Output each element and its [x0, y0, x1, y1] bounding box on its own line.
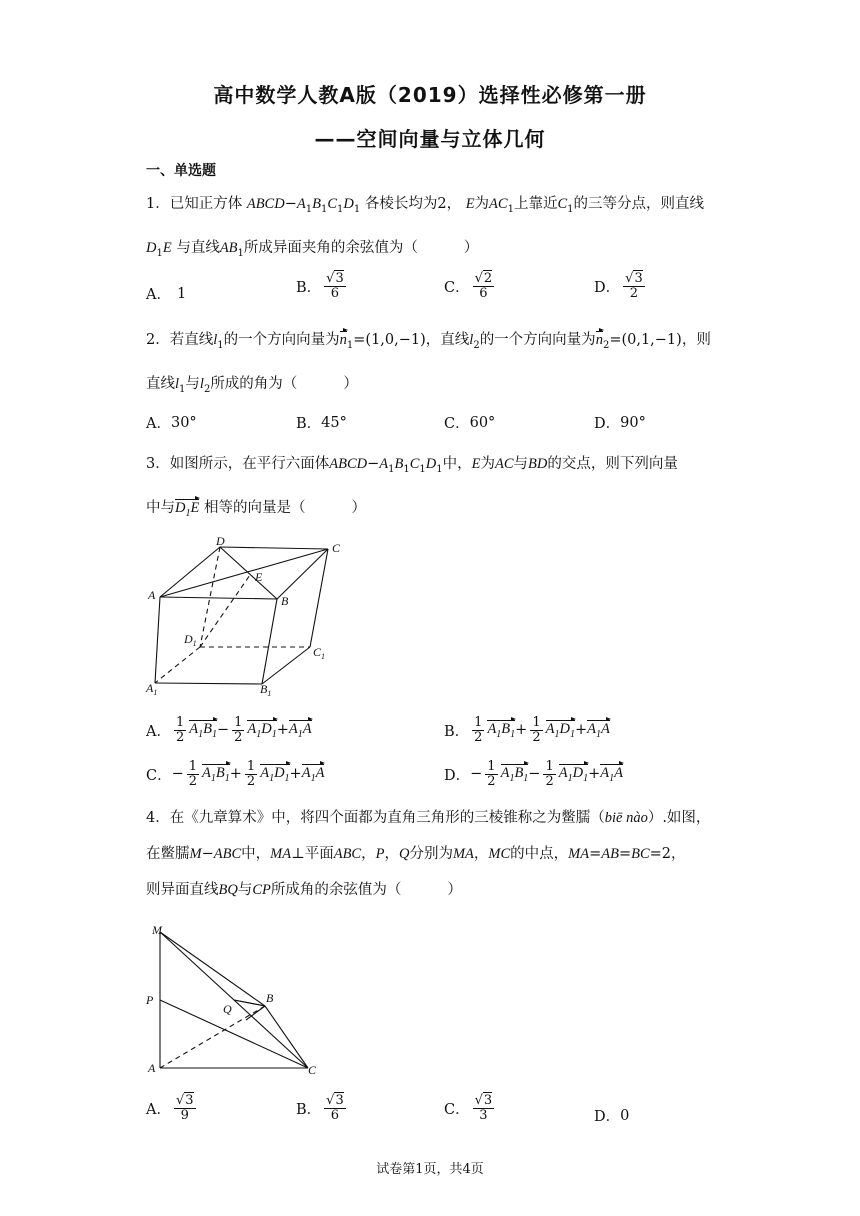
- q4-option-c[interactable]: C． $\frac{√3}{3}$: [444, 1093, 493, 1123]
- vertex-c: C: [308, 1063, 317, 1077]
- q3-option-a[interactable]: A． $\frac{1}{2}$ $A_1B_1$ − $\frac{1}{2}$ $A_1D_1$ + $A_1A$: [146, 715, 312, 745]
- q4-line1: 4．在《九章算术》中，将四个面都为直角三角形的三棱锥称之为鳖臑（biē nào）.如图，: [146, 810, 711, 826]
- q2-option-b[interactable]: B． 45°: [296, 414, 347, 432]
- q1-option-c[interactable]: C． $\frac{√2}{6}$: [444, 271, 493, 301]
- vertex-p: P: [146, 993, 154, 1007]
- parallelepiped-figure: [140, 535, 360, 700]
- vertex-d1: $D_1$: [184, 632, 197, 648]
- q1-option-a[interactable]: A． 1: [146, 285, 187, 303]
- vertex-b: B: [266, 991, 274, 1005]
- vertex-b1: $B_1$: [260, 682, 272, 698]
- q4-option-a[interactable]: A． $\frac{√3}{9}$: [146, 1093, 194, 1123]
- q3-line1: 3．如图所示，在平行六面体$ABCD-A_1B_1C_1D_1$中，E为AC与BD的交点，则下列向量: [146, 456, 678, 475]
- q3-line2: 中与$D_1E$ 相等的向量是（ ）: [146, 500, 366, 519]
- q2-option-a[interactable]: A． 30°: [146, 414, 197, 432]
- q2-option-c[interactable]: C． 60°: [444, 414, 496, 432]
- q2-line2: 直线$l_1$与$l_2$所成的角为（ ）: [146, 376, 358, 395]
- vertex-c1: $C_1$: [313, 645, 326, 661]
- q1-line1: 1．已知正方体 $ABCD-A_1B_1C_1D_1$ 各棱长均为2， E为$AC_1$上靠近$C_1$的三等分点，则直线: [146, 196, 704, 215]
- q4-option-b[interactable]: B． $\frac{√3}{6}$: [296, 1093, 344, 1123]
- q1-option-b[interactable]: B． $\frac{√3}{6}$: [296, 271, 344, 301]
- vertex-d: D: [216, 535, 225, 548]
- q2-line1: 2．若直线$l_1$的一个方向向量为$n_1=(1,0,-1)$，直线$l_2$的一个方向向量为$n_2=(0,1,-1)$，则: [146, 332, 711, 351]
- vertex-a: A: [148, 1061, 156, 1075]
- vertex-q: Q: [223, 1002, 232, 1016]
- bienao-figure: [140, 918, 330, 1078]
- vertex-a1: $A_1$: [146, 681, 158, 697]
- q3-option-c[interactable]: C． − $\frac{1}{2}$ $A_1B_1$ + $\frac{1}{2}$ $A_1D_1$ + $A_1A$: [146, 759, 325, 789]
- vertex-m: M: [152, 923, 162, 937]
- page-footer: 试卷第1页，共4页: [376, 1162, 484, 1177]
- vertex-c: C: [332, 541, 341, 555]
- q2-option-d[interactable]: D． 90°: [594, 414, 646, 432]
- page-title-line1: 高中数学人教A版（2019）选择性必修第一册: [213, 83, 647, 107]
- q3-option-b[interactable]: B． $\frac{1}{2}$ $A_1B_1$ + $\frac{1}{2}$ $A_1D_1$ + $A_1A$: [444, 715, 610, 745]
- q1-line2: $D_1E$ 与直线$AB_1$所成异面夹角的余弦值为（ ）: [146, 240, 479, 259]
- vertex-e: E: [255, 570, 263, 584]
- page-title-line2: ——空间向量与立体几何: [314, 127, 546, 151]
- q4-option-d[interactable]: D． 0: [594, 1107, 630, 1125]
- q4-line2: 在鳖臑M−ABC中，MA⊥平面ABC，P，Q分别为MA，MC的中点，MA=AB=BC=2，: [146, 846, 686, 862]
- q4-line3: 则异面直线BQ与CP所成角的余弦值为（ ）: [146, 882, 462, 898]
- q1-option-d[interactable]: D． $\frac{√3}{2}$: [594, 271, 643, 301]
- vertex-a: A: [148, 588, 156, 602]
- vertex-b: B: [281, 594, 289, 608]
- section-heading: 一、单选题: [146, 163, 216, 179]
- q3-option-d[interactable]: D． − $\frac{1}{2}$ $A_1B_1$ − $\frac{1}{2}$ $A_1D_1$ + $A_1A$: [444, 759, 623, 789]
